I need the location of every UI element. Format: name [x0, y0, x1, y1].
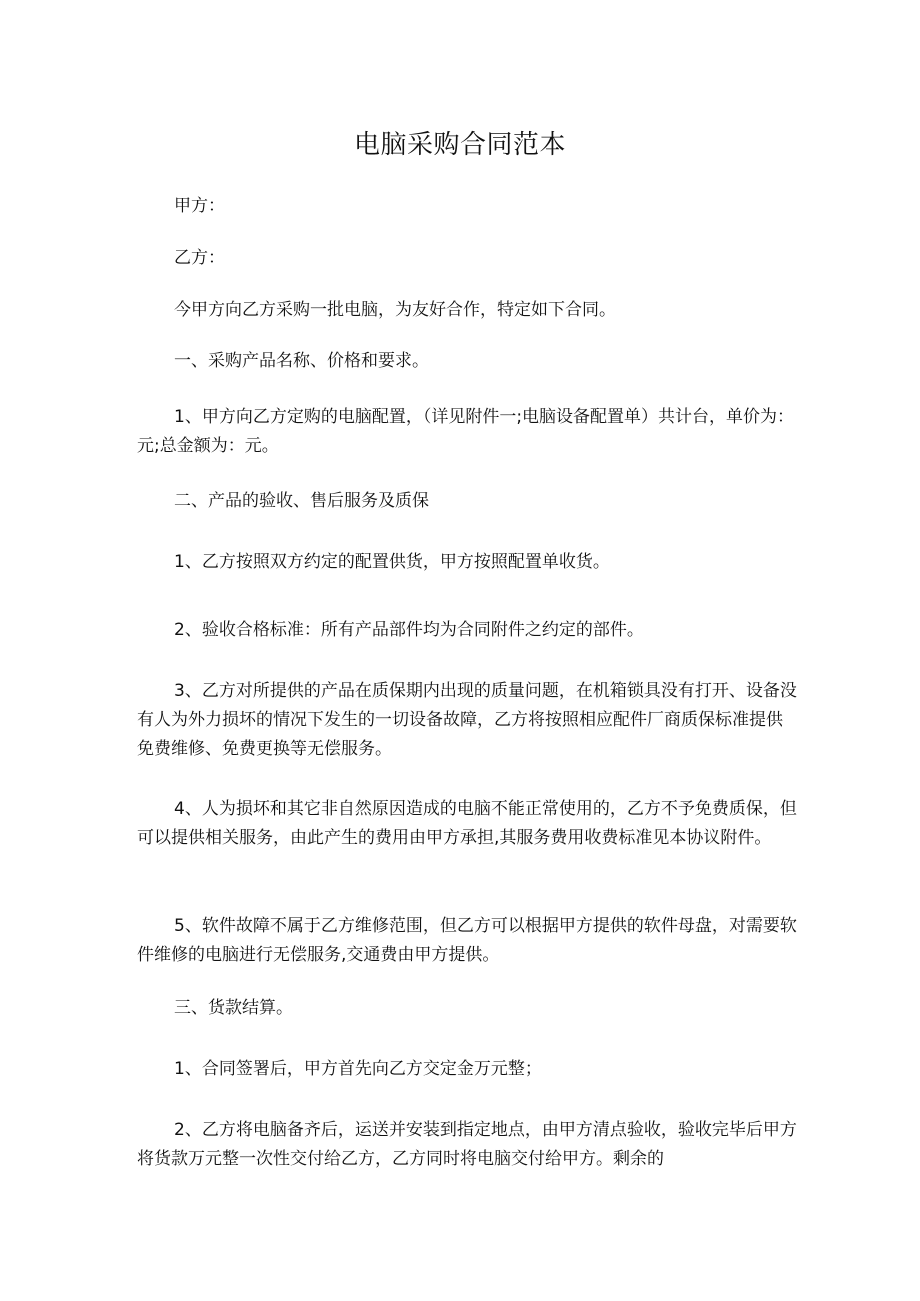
section3-item2: 2、乙方将电脑备齐后，运送并安装到指定地点，由甲方清点验收，验收完毕后甲方将货款万元整一次性交付给乙方，乙方同时将电脑交付给甲方。剩余的 [137, 1120, 797, 1169]
intro-paragraph: 今甲方向乙方采购一批电脑，为友好合作，特定如下合同。 [174, 300, 616, 320]
section2-item3: 3、乙方对所提供的产品在质保期内出现的质量问题，在机箱锁具没有打开、设备没有人为外力损坏的情况下发生的一切设备故障，乙方将按照相应配件厂商质保标准提供免费维修、免费更换等无偿服务。 [137, 681, 797, 759]
section2-item1: 1、乙方按照双方约定的配置供货，甲方按照配置单收货。 [174, 552, 610, 572]
section1-heading: 一、采购产品名称、价格和要求。 [174, 351, 429, 371]
party-b-line: 乙方： [174, 248, 225, 268]
section3-heading: 三、货款结算。 [174, 998, 293, 1018]
section3-item1: 1、合同签署后，甲方首先向乙方交定金万元整； [174, 1059, 542, 1079]
party-a-line: 甲方： [174, 196, 225, 216]
section2-heading: 二、产品的验收、售后服务及质保 [174, 491, 429, 511]
section2-item5: 5、软件故障不属于乙方维修范围，但乙方可以根据甲方提供的软件母盘，对需要软件维修的电脑进行无偿服务,交通费由甲方提供。 [137, 916, 797, 965]
section1-item1: 1、甲方向乙方定购的电脑配置，（详见附件一;电脑设备配置单）共计台，单价为：元;总金额为：元。 [137, 407, 795, 456]
section2-item4: 4、人为损坏和其它非自然原因造成的电脑不能正常使用的，乙方不予免费质保，但可以提供相关服务，由此产生的费用由甲方承担,其服务费用收费标准见本协议附件。 [137, 799, 797, 848]
section2-item2: 2、验收合格标准：所有产品部件均为合同附件之约定的部件。 [174, 620, 644, 640]
document-title: 电脑采购合同范本 [353, 130, 566, 160]
